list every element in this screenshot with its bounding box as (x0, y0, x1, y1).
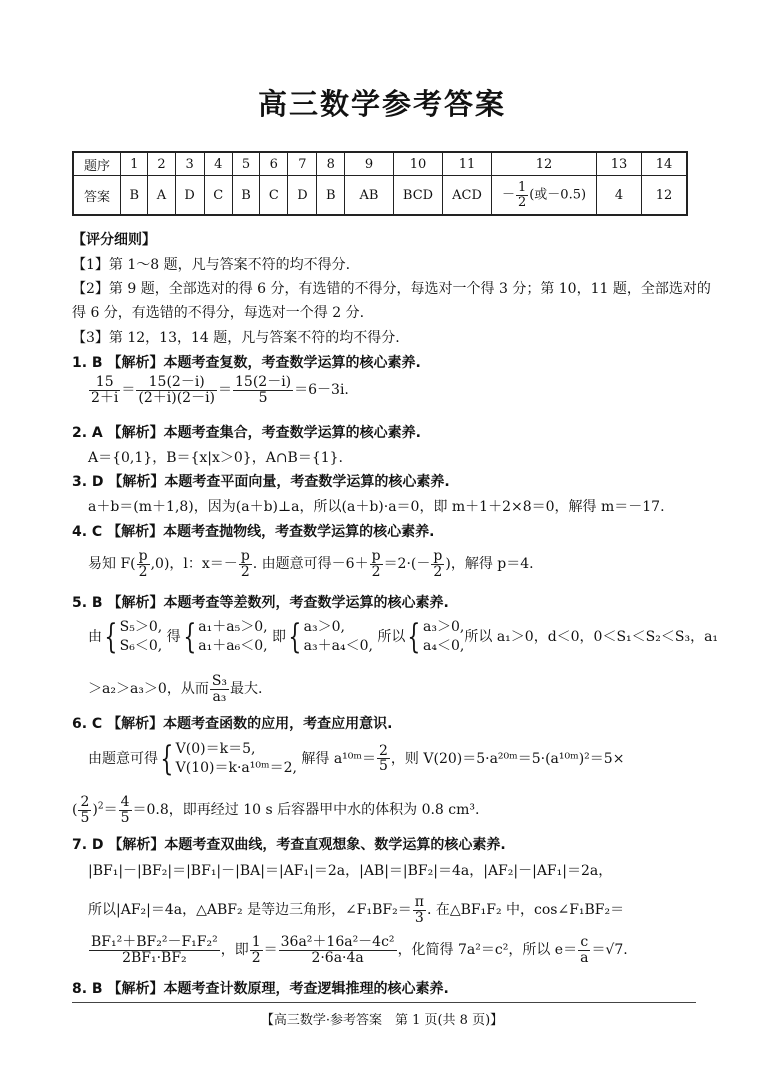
numerator: 15 (89, 375, 120, 391)
numerator: 15(2－i) (235, 374, 292, 390)
table-cell: 题序 (73, 152, 121, 176)
fraction (89, 375, 120, 405)
fraction (279, 935, 397, 965)
system (304, 618, 373, 656)
text: a₃＞0, (303, 619, 345, 635)
text: a₁＋a₅＞0, (198, 619, 268, 635)
fraction (413, 895, 426, 925)
table-cell: 10 (394, 152, 443, 176)
text: . 在△BF₁F₂ 中，cos∠F₁BF₂＝ (426, 902, 625, 919)
system (198, 618, 267, 656)
text: . 由题意可得－6＋ (252, 556, 369, 573)
table-cell: 7 (288, 152, 317, 176)
fraction (119, 795, 132, 825)
table-cell: 12 (642, 176, 688, 216)
solution-1-heading: 1. B 【解析】本题考查复数，考查数学运算的核心素养. (72, 355, 421, 371)
table-cell: ACD (443, 176, 492, 216)
text: 由 (88, 628, 102, 645)
text: ＞a₂＞a₃＞0，从而 (88, 681, 209, 698)
table-cell: C (260, 176, 288, 216)
text: ，则 V(20)＝5·a²⁰ᵐ＝5·(a¹⁰ᵐ)²＝5× (390, 750, 625, 767)
denominator: 5 (379, 758, 388, 775)
table-cell: 13 (597, 152, 642, 176)
numerator: BF₁²＋BF₂²－F₁F₂² (91, 934, 218, 950)
text: 解得 a¹⁰ᵐ＝ (301, 750, 376, 767)
solution-6-heading: 6. C 【解析】本题考查函数的应用，考查应用意识. (72, 716, 393, 732)
rule-2b: 得 6 分，有选错的不得分，每选对一个得 2 分. (72, 305, 365, 321)
numerator: p (433, 548, 443, 564)
table-header-row (73, 152, 687, 176)
numerator: π (414, 894, 424, 910)
solution-2-body: A＝{0,1}，B＝{x|x＞0}，A∩B＝{1}. (88, 450, 344, 466)
numerator: 1 (517, 179, 527, 195)
table-cell: D (175, 176, 204, 216)
fraction (137, 549, 150, 579)
table-cell: 11 (443, 152, 492, 176)
denominator: 2 (517, 194, 527, 210)
q12-tail: (或－0.5) (529, 187, 587, 203)
system (423, 618, 464, 656)
text: 最大. (230, 681, 263, 698)
denominator: 5 (120, 809, 130, 826)
table-cell: 答案 (73, 176, 121, 216)
numerator: 15(2－i) (136, 375, 217, 391)
solution-5-heading: 5. B 【解析】本题考查等差数列，考查数学运算的核心素养. (72, 595, 449, 611)
numerator: p (371, 548, 381, 564)
numerator: 2 (80, 794, 90, 810)
fraction (431, 549, 444, 579)
solution-5-body (88, 616, 719, 657)
solution-7-line-3: $\frac{\text{BF₁²＋BF₂²－F₁F₂²}}{\text{2BF₁·BF₂}}$ ，即 $\frac{1}{2}$ ＝ $\frac{\text{36a²＋16a²－4c²}}{2\cdot 6a\cdot 4a}$ ，化简得 7a²＝c²，所以 e＝ $\frac{c}{a}$ ＝√7. (91, 934, 628, 966)
denominator: 5 (258, 389, 268, 406)
solution-2-heading: 2. A 【解析】本题考查集合，考查数学运算的核心素养. (72, 425, 421, 441)
table-cell: 3 (175, 152, 204, 176)
table-cell: 14 (642, 152, 688, 176)
numerator: c (578, 935, 590, 951)
table-cell: 5 (232, 152, 259, 176)
denominator: a (580, 949, 589, 966)
text: )，解得 p＝4. (445, 556, 534, 573)
table-cell: 6 (260, 152, 288, 176)
denominator: 2 (433, 563, 443, 580)
numerator: p (138, 548, 148, 564)
solution-7-line-2 (88, 895, 712, 925)
table-cell: BCD (394, 176, 443, 216)
fraction (233, 375, 293, 405)
fraction (250, 935, 263, 965)
text: V(0)＝k＝5, (175, 741, 256, 757)
denominator: (2＋i)(2－i) (138, 389, 216, 406)
denominator: 2 (251, 949, 261, 966)
fraction (136, 375, 217, 405)
page-footer: 【高三数学·参考答案 第 1 页(共 8 页)】 (260, 1013, 504, 1028)
table-cell: B (232, 176, 259, 216)
text: 所以 (377, 628, 406, 645)
denominator: 2 (240, 563, 250, 580)
table-cell: 8 (317, 152, 345, 176)
table-cell: 4 (204, 152, 232, 176)
brace: { (104, 616, 118, 657)
solution-3-heading: 3. D 【解析】本题考查平面向量，考查数学运算的核心素养. (72, 474, 450, 490)
system (176, 740, 297, 778)
brace: { (182, 616, 196, 657)
text: ，即 (220, 942, 249, 959)
text: ＝2·(－ (383, 556, 431, 573)
system (120, 618, 163, 656)
numerator: S₃ (211, 673, 228, 689)
fraction (89, 935, 220, 965)
brace: { (160, 738, 174, 779)
table-cell: 2 (148, 152, 175, 176)
fraction (578, 935, 590, 965)
rule-2a: 【2】第 9 题，全部选对的得 6 分，有选错的不得分，每选对一个得 3 分；第 10，11 题，全部选对的 (72, 281, 711, 297)
numerator: 1 (251, 934, 261, 950)
solution-7-heading: 7. D 【解析】本题考查双曲线，考查直观想象、数学运算的核心素养. (72, 837, 506, 853)
fraction (78, 795, 91, 825)
text: V(10)＝k·a¹⁰ᵐ＝2, (175, 759, 297, 776)
denominator: 2BF₁·BF₂ (122, 949, 187, 966)
text: 所以|AF₂|＝4a，△ABF₂ 是等边三角形，∠F₁BF₂＝ (88, 902, 412, 919)
text: 即 (272, 628, 287, 645)
rule-1: 【1】第 1～8 题，凡与答案不符的均不得分. (72, 257, 351, 273)
table-cell-q12: － $\frac{1}{2}$ (或－0.5) (492, 176, 597, 216)
table-cell: C (204, 176, 232, 216)
text: 所以 a₁＞0，d＜0，0＜S₁＜S₂＜S₃，a₁ (464, 628, 719, 645)
denominator: 2 (371, 563, 381, 580)
solution-6-body (88, 740, 712, 778)
table-cell: 12 (492, 152, 597, 176)
solution-8-heading: 8. B 【解析】本题考查计数原理，考查逻辑推理的核心素养. (72, 981, 449, 997)
denominator: 2 (138, 563, 148, 580)
denominator: 2＋i (91, 389, 119, 406)
table-cell: B (317, 176, 345, 216)
text: ,0)，l：x＝－ (150, 556, 238, 573)
table-cell: 4 (597, 176, 642, 216)
answer-table (72, 151, 688, 216)
fraction (239, 549, 252, 579)
text: 易知 F( (88, 556, 136, 573)
solution-3-body: a＋b＝(m＋1,8)，因为(a＋b)⊥a，所以(a＋b)·a＝0，即 m＋1＋2×8＝0，解得 m＝－17. (88, 499, 665, 515)
fraction (210, 674, 229, 704)
brace: { (288, 616, 302, 657)
solution-7-line-1: |BF₁|－|BF₂|＝|BF₁|－|BA|＝|AF₁|＝2a，|AB|＝|BF₂|＝4a，|AF₂|－|AF₁|＝2a， (88, 863, 613, 879)
text: ＝0.8，即再经过 10 s 后容器甲中水的体积为 0.8 cm³. (132, 802, 480, 819)
solution-6-body-2: ( $\frac{2}{5}$ )$^2$＝ $\frac{4}{5}$ ＝0.8，即再经过 10 s 后容器甲中水的体积为 0.8 cm³. (72, 794, 480, 826)
solution-1-body: $\frac{15}{2+i}$ ＝ $\frac{15(2-i)}{(2+i)(2-i)}$ ＝ $\frac{15(2-i)}{5}$ ＝6－3i. (91, 374, 349, 406)
fraction (516, 181, 528, 209)
text: 由题意可得 (88, 750, 158, 767)
denominator: 5 (80, 809, 90, 826)
solution-5-body-2 (88, 674, 712, 704)
denominator: 2·6a·4a (311, 949, 364, 966)
brace: { (407, 616, 421, 657)
table-cell: AB (345, 176, 394, 216)
table-cell: 9 (345, 152, 394, 176)
rule-3: 【3】第 12，13，14 题，凡与答案不符的均不得分. (72, 330, 400, 346)
numerator: p (240, 548, 250, 564)
text: 得 (166, 628, 181, 645)
solution-4-heading: 4. C 【解析】本题考查抛物线，考查数学运算的核心素养. (72, 524, 435, 540)
denominator: a₃ (212, 688, 227, 705)
denominator: 3 (414, 909, 424, 926)
text: S₅＞0, (119, 619, 163, 635)
text: a₃＋a₄＜0, (303, 637, 373, 654)
table-cell: 1 (121, 152, 148, 176)
footer-divider (72, 1002, 696, 1003)
text: ＝6－3i. (294, 382, 349, 399)
text: a₃＞0, (423, 619, 465, 635)
fraction (377, 744, 390, 774)
numerator: 2 (379, 742, 388, 759)
text: a₁＋a₆＜0, (198, 637, 268, 654)
table-cell: D (288, 176, 317, 216)
page-title: 高三数学参考答案 (257, 87, 506, 121)
text: a₄＜0, (423, 637, 465, 654)
text: ＝√7. (591, 942, 628, 959)
text: ，化简得 7a²＝c²，所以 e＝ (397, 942, 578, 959)
fraction (370, 549, 383, 579)
rules-heading: 【评分细则】 (72, 232, 156, 248)
solution-4-body (88, 549, 712, 579)
text: S₆＜0, (119, 637, 163, 654)
numerator: 36a²＋16a²－4c² (280, 934, 395, 950)
table-answer-row (73, 176, 687, 216)
table-cell: A (148, 176, 175, 216)
numerator: 4 (120, 794, 130, 810)
table-cell: B (121, 176, 148, 216)
